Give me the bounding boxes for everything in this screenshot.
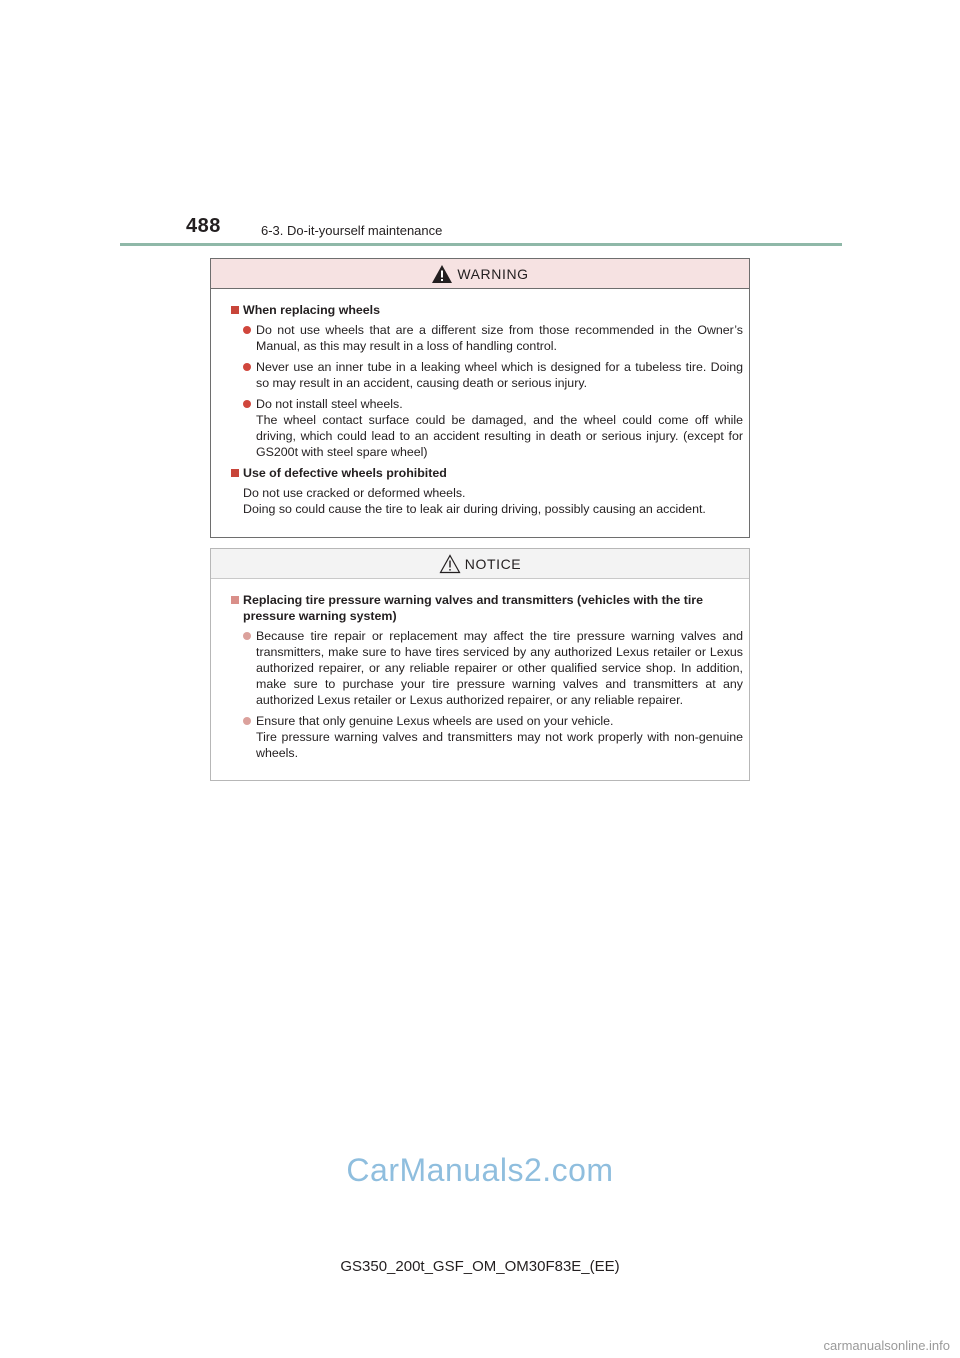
- round-bullet-icon: [243, 326, 251, 334]
- round-bullet-icon: [243, 717, 251, 725]
- notice-section-heading: Replacing tire pressure warning valves and transmitters (vehicles with the tire pressure warning system): [229, 592, 743, 624]
- header-rule: [120, 243, 842, 246]
- watermark: CarManuals2.com: [346, 1152, 614, 1188]
- square-bullet-icon: [231, 469, 239, 477]
- watermark-small: carmanualsonline.info: [823, 1338, 950, 1353]
- section-title: 6-3. Do-it-yourself maintenance: [261, 223, 443, 238]
- warning-section-heading: Use of defective wheels prohibited: [229, 465, 743, 481]
- notice-title: NOTICE: [464, 555, 522, 572]
- notice-body: [211, 579, 749, 761]
- document-code: GS350_200t_GSF_OM_OM30F83E_(EE): [340, 1258, 620, 1275]
- square-bullet-icon: [231, 306, 239, 314]
- notice-header: [211, 549, 749, 579]
- warning-section-heading: When replacing wheels: [229, 302, 743, 318]
- list-item: Never use an inner tube in a leaking wheel which is designed for a tubeless tire. Doing so may result in an accident, causing death or serious injury.: [243, 359, 743, 391]
- list-item: Do not use wheels that are a different size from those recommended in the Owner’s Manual, as this may result in a loss of handling control.: [243, 322, 743, 354]
- page-number: 488: [186, 215, 221, 237]
- list-item: Because tire repair or replacement may affect the tire pressure warning valves and transmitters, make sure to have tires serviced by any authorized Lexus retailer or Lexus authorized repairer, or any reliable repairer or other qualified service shop. In addition, make sure to purchase your tire pressure warning valves and transmitters at any authorized Lexus retailer or Lexus authorized repairer, or any reliable repairer.: [243, 628, 743, 708]
- round-bullet-icon: [243, 363, 251, 371]
- notice-box: [210, 548, 750, 781]
- warning-body: [211, 289, 749, 517]
- warning-box: [210, 258, 750, 538]
- warning-triangle-icon: [431, 264, 453, 284]
- round-bullet-icon: [243, 632, 251, 640]
- warning-paragraph: Do not use cracked or deformed wheels. Doing so could cause the tire to leak air during driving, possibly causing an accident.: [243, 486, 706, 516]
- warning-title: WARNING: [457, 265, 529, 282]
- square-bullet-icon: [231, 596, 239, 604]
- list-item: Do not install steel wheels. The wheel contact surface could be damaged, and the wheel could come off while driving, which could lead to an accident resulting in death or serious injury. (except for GS200t with steel spare wheel): [243, 396, 743, 460]
- round-bullet-icon: [243, 400, 251, 408]
- list-item: Ensure that only genuine Lexus wheels are used on your vehicle. Tire pressure warning valves and transmitters may not work properly with non-genuine wheels.: [243, 713, 743, 761]
- warning-header: [211, 259, 749, 289]
- notice-triangle-icon: [439, 554, 461, 574]
